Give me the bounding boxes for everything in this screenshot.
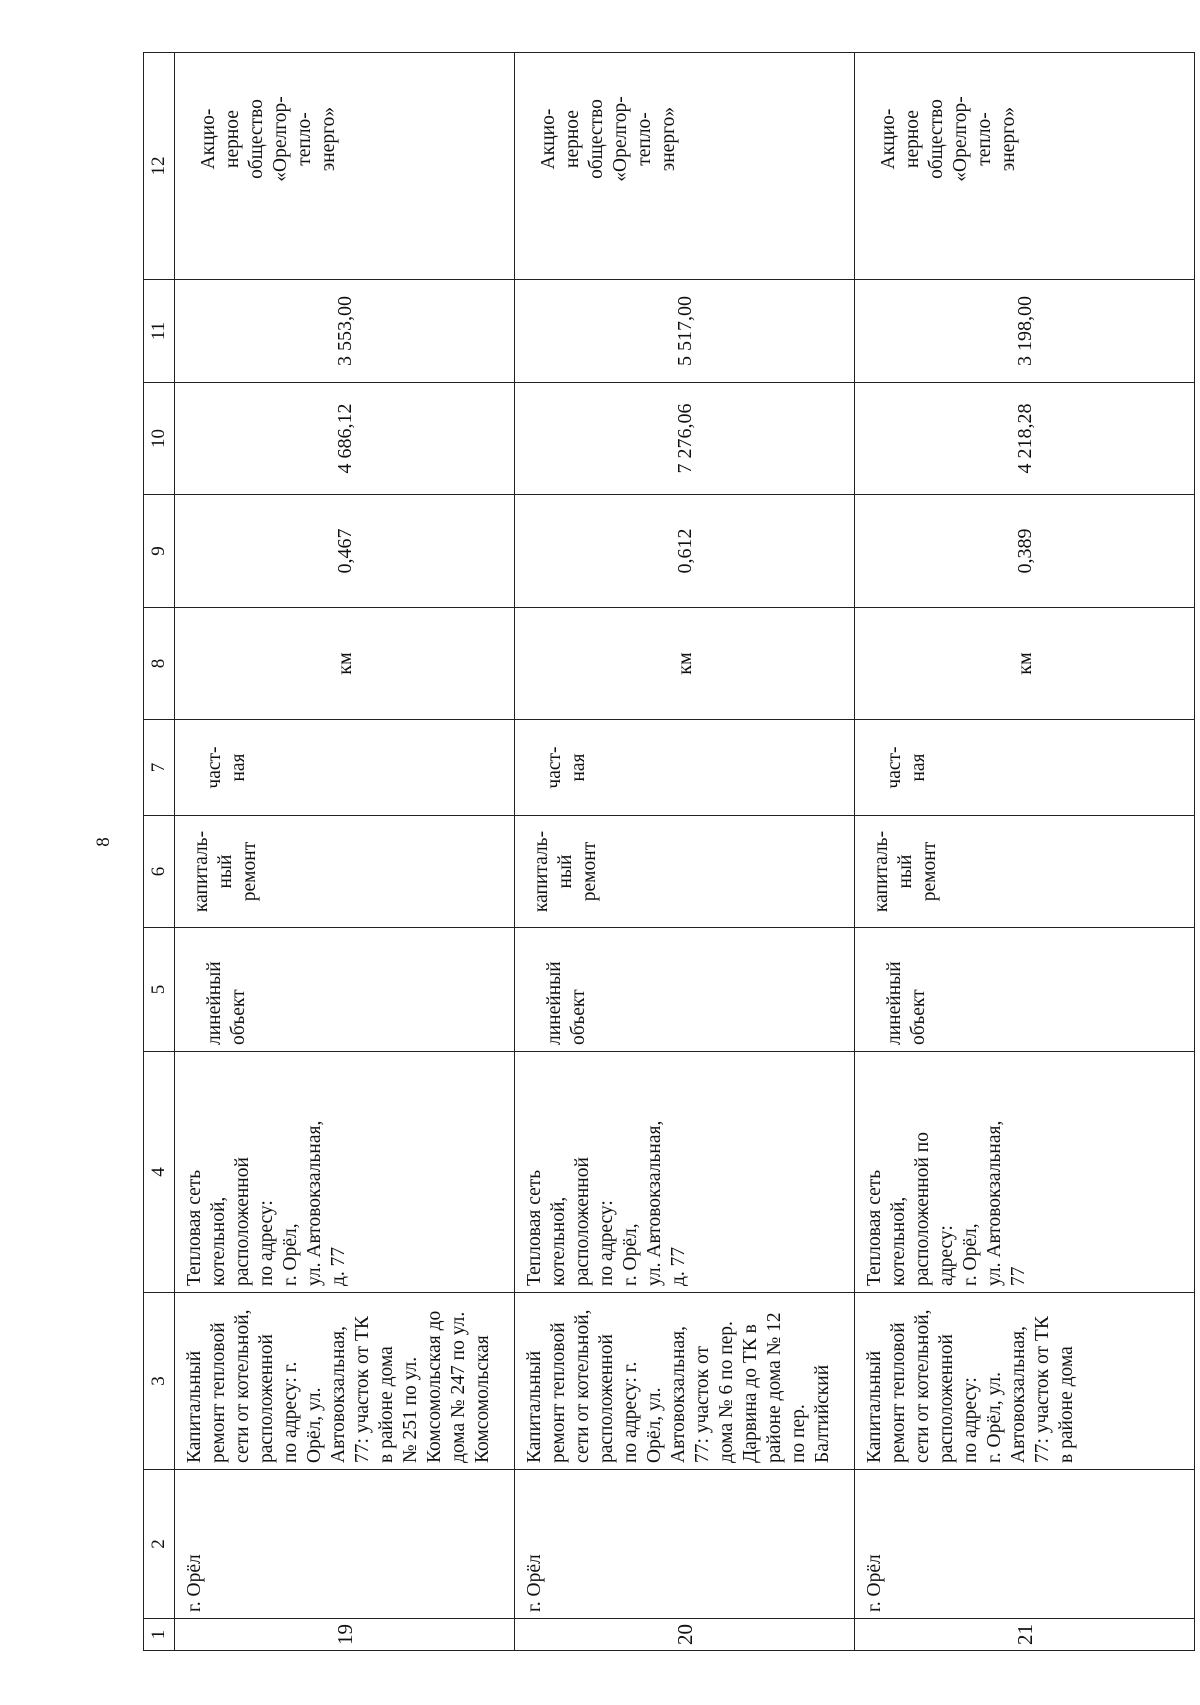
object-type-cell: [175, 928, 515, 1052]
header-cell: 12: [144, 53, 175, 280]
header-cell: 8: [144, 608, 175, 720]
work-kind-cell: [515, 816, 855, 928]
work-kind-text: капиталь- ный ремонт: [531, 830, 600, 913]
header-cell: 11: [144, 280, 175, 383]
owner-cell: [175, 53, 515, 280]
unit-text: км: [673, 652, 696, 675]
length-text: 0,467: [333, 528, 356, 574]
owner-cell: [515, 53, 855, 280]
rotated-table-container: [143, 53, 1195, 1651]
header-cell: 2: [144, 1470, 175, 1619]
length-cell: [175, 495, 515, 608]
value-11-text: 5 517,00: [673, 296, 696, 366]
city-cell: [175, 1470, 515, 1619]
table-row: [515, 53, 855, 1651]
object-cell: [515, 1052, 855, 1293]
work-description-text: Капитальный ремонт тепловой сети от котельной, расположенной по адресу: г. Орёл, ул. Автовокзальная, 77: участок от ТК в районе дома № 251 по ул. Комсомольская до дома № 247 по ул. Комсомольская: [184, 1309, 493, 1463]
row-number: 19: [175, 1619, 515, 1651]
city-cell: [855, 1470, 1195, 1619]
value-11-text: 3 553,00: [333, 296, 356, 366]
city-cell: [515, 1470, 855, 1619]
work-kind-text: капиталь- ный ремонт: [191, 830, 260, 913]
ownership-cell: [855, 720, 1195, 816]
header-cell: 4: [144, 1052, 175, 1293]
object-cell: [175, 1052, 515, 1293]
page-number: 8: [93, 837, 114, 847]
header-cell: 6: [144, 816, 175, 928]
city-text: г. Орёл: [184, 1554, 205, 1612]
object-text: Тепловая сеть котельной, расположенной по адресу: г. Орёл, ул. Автовокзальная, 77: [864, 1120, 1029, 1286]
value-10-cell: [515, 383, 855, 495]
work-kind-text: капиталь- ный ремонт: [871, 830, 940, 913]
owner-text: Акцио- нерное общество «Орелгор- тепло- энерго»: [878, 96, 1019, 182]
object-type-text: линейный объект: [544, 961, 589, 1045]
object-type-cell: [515, 928, 855, 1052]
header-cell: 5: [144, 928, 175, 1052]
value-10-text: 7 276,06: [673, 403, 696, 474]
object-text: Тепловая сеть котельной, расположенной по адресу: г. Орёл, ул. Автовокзальная, д. 77: [524, 1120, 689, 1286]
work-description-text: Капитальный ремонт тепловой сети от котельной, расположенной по адресу: г. Орёл, ул. Автовокзальная, 77: участок от ТК в районе дома: [864, 1309, 1077, 1463]
object-type-text: линейный объект: [884, 961, 929, 1045]
city-text: г. Орёл: [524, 1554, 545, 1612]
value-10-cell: [855, 383, 1195, 495]
unit-cell: [515, 608, 855, 720]
object-type-text: линейный объект: [204, 961, 249, 1045]
length-cell: [515, 495, 855, 608]
value-10-text: 4 218,28: [1013, 403, 1036, 474]
row-number: 20: [515, 1619, 855, 1651]
value-10-cell: [175, 383, 515, 495]
header-cell: 3: [144, 1293, 175, 1470]
unit-text: км: [1013, 652, 1036, 675]
value-11-text: 3 198,00: [1013, 296, 1036, 366]
owner-cell: [855, 53, 1195, 280]
owner-text: Акцио- нерное общество «Орелгор- тепло- энерго»: [538, 96, 679, 182]
value-11-cell: [855, 280, 1195, 383]
city-text: г. Орёл: [864, 1554, 885, 1612]
ownership-text: част- ная: [884, 746, 929, 789]
header-cell: 9: [144, 495, 175, 608]
length-cell: [855, 495, 1195, 608]
object-cell: [855, 1052, 1195, 1293]
value-11-cell: [175, 280, 515, 383]
repair-table: [143, 52, 1195, 1651]
table-row: [855, 53, 1195, 1651]
ownership-text: част- ная: [544, 746, 589, 789]
table-row: [175, 53, 515, 1651]
work-description-cell: [855, 1293, 1195, 1470]
header-cell: 1: [144, 1619, 175, 1651]
work-description-cell: [515, 1293, 855, 1470]
row-number: 21: [855, 1619, 1195, 1651]
unit-cell: [855, 608, 1195, 720]
length-text: 0,389: [1013, 528, 1036, 574]
work-description-text: Капитальный ремонт тепловой сети от котельной, расположенной по адресу: г. Орёл, ул. Автовокзальная, 77: участок от дома № 6 по пер. Дарвина до ТК в районе дома № 12 по пер. Балтийский: [524, 1309, 833, 1463]
owner-text: Акцио- нерное общество «Орелгор- тепло- энерго»: [198, 96, 339, 182]
value-11-cell: [515, 280, 855, 383]
work-description-cell: [175, 1293, 515, 1470]
ownership-cell: [515, 720, 855, 816]
work-kind-cell: [855, 816, 1195, 928]
work-kind-cell: [175, 816, 515, 928]
unit-text: км: [333, 652, 356, 675]
value-10-text: 4 686,12: [333, 403, 356, 474]
header-cell: 10: [144, 383, 175, 495]
object-type-cell: [855, 928, 1195, 1052]
length-text: 0,612: [673, 528, 696, 574]
header-row: [144, 53, 175, 1651]
ownership-cell: [175, 720, 515, 816]
ownership-text: част- ная: [204, 746, 249, 789]
unit-cell: [175, 608, 515, 720]
header-cell: 7: [144, 720, 175, 816]
object-text: Тепловая сеть котельной, расположенной по адресу: г. Орёл, ул. Автовокзальная, д. 77: [184, 1120, 349, 1286]
